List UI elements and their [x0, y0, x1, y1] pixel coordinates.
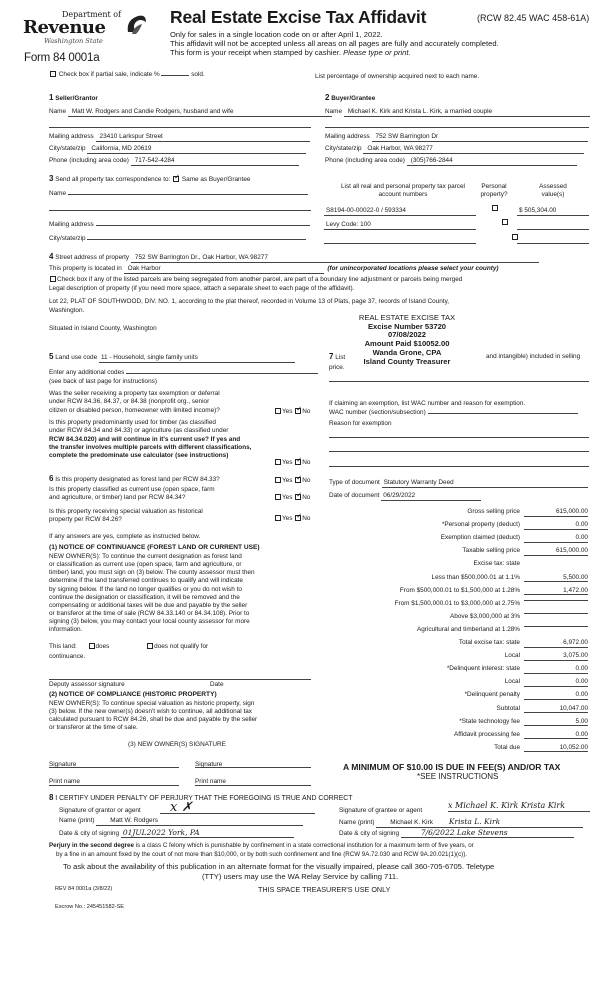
if-yes-note: If any answers are yes, complete as instructed below. — [49, 533, 201, 540]
land-use-field[interactable]: 11 - Household, single family units — [99, 354, 295, 363]
wa-logo-icon — [124, 12, 148, 36]
notice1-line: or transferor at the time of sale (RCW 84.33.140 or 84.34.108). Prior to — [49, 609, 250, 617]
grantor-name-row: Name (print) Matt W. Rodgers — [59, 817, 303, 826]
sig-label-2: Signature — [195, 761, 223, 768]
grantor-sig-label: Signature of grantor or agent — [59, 807, 141, 814]
assessed-value-2[interactable] — [517, 229, 589, 230]
assessed-value-3[interactable] — [517, 243, 589, 244]
q1-yes-no: Yes ✓ No — [274, 408, 310, 416]
assessed-value-header: Assessed value(s) — [539, 183, 567, 198]
seller-city-row: City/state/zip California, MD 20619 — [49, 145, 306, 154]
see-back: (see back of last page for instructions) — [49, 378, 157, 385]
reason-line-2[interactable] — [329, 451, 589, 452]
forest-q1-yes[interactable] — [275, 477, 281, 483]
tax-row-label: Total excise tax: state — [458, 639, 520, 646]
notice1-line: determine if the land transferred continues to qualify and will indicate — [49, 577, 243, 585]
correspondence-row: 3 Send all property tax correspondence to: ✓ Same as Buyer/Grantee — [49, 174, 250, 184]
grantor-date-row: Date & city of signing 01JUL2022 York, PA — [59, 828, 294, 838]
notice1-body — [49, 553, 255, 634]
partial-sale-row: Check box if partial sale, indicate % sold. — [49, 71, 205, 79]
levy-code[interactable]: Levy Code: 100 — [324, 221, 476, 230]
buyer-city-field[interactable]: Oak Harbor, WA 98277 — [363, 145, 584, 154]
timber-question: Is this property predominantly used for timber (as classified under RCW 84.34 and 84.33) or agriculture (as classified under RCW 84.34.020) and will continue in it's current use? If yes and the transfer involves multiple parcels with different classifications, complete the predominate use calculator (see instructions) — [49, 419, 252, 460]
q1-yes-checkbox[interactable] — [275, 408, 281, 414]
segregation-row: Check box if any of the listed parcels are being segregated from another parcel, are part of a boundary line adjustment or parcels being merged — [49, 276, 462, 284]
tax-row-label: Total due — [494, 743, 520, 751]
print-label-1: Print name — [49, 778, 80, 785]
personal-prop-checkbox-3[interactable] — [512, 234, 518, 240]
tax-row-value[interactable]: 10,052.00 — [524, 744, 588, 753]
page-title: Real Estate Excise Tax Affidavit — [170, 7, 427, 27]
notice1-line: by signing below. If the land no longer qualifies or you do not wish to — [49, 585, 242, 593]
access-line-2: (TTY) users may use the WA Relay Service by calling 711. — [202, 872, 399, 881]
notice1-line: or classification as current use (open space, farm and agriculture, or — [49, 561, 242, 569]
partial-sale-percent-input[interactable] — [161, 75, 189, 76]
corr-name-row: Name — [49, 190, 308, 198]
buyer-phone-field[interactable]: (305)766-2844 — [407, 157, 577, 166]
wac-number-field[interactable] — [428, 413, 578, 414]
tax-row-label: Local — [504, 678, 520, 686]
buyer-mail-row: Mailing address 752 SW Barrington Dr — [325, 133, 588, 142]
notice2-line: (3) below. If the new owner(s) doesn't wish to continue, all additional tax — [49, 708, 252, 716]
forest-q2: Is this property classified as current use (open space, farm and agriculture, or timber) land per RCW 84.34? — [49, 486, 215, 502]
tax-row-label: From $1,500,000.01 to $3,000,000 at 2.75% — [394, 599, 520, 607]
personal-prop-row-c: price. — [329, 364, 345, 371]
q2-yes-checkbox[interactable] — [275, 459, 281, 465]
grantor-date-field[interactable]: 01JUL2022 York, PA — [121, 828, 294, 838]
reason-line-1[interactable] — [329, 437, 589, 438]
doc-date-field[interactable]: 06/29/2022 — [381, 492, 481, 501]
q2-no-checkbox[interactable] — [295, 459, 301, 465]
tax-row-value[interactable]: 3,075.00 — [524, 652, 588, 661]
forest-q2-yes-no: Yes ✓ No — [274, 494, 310, 502]
buyer-mail-field[interactable]: 752 SW Barrington Dr — [372, 133, 588, 142]
notice2-body — [49, 700, 257, 733]
buyer-name-row: Name Michael K. Kirk and Krista L. Kirk, a married couple — [325, 108, 590, 117]
located-row: This property is located in Oak Harbor (for unincorporated locations please select your county) — [49, 265, 499, 272]
seller-mail-field[interactable]: 23410 Larkspur Street — [96, 133, 310, 142]
tax-row-label: Gross selling price — [467, 508, 520, 515]
tax-row-label: *State technology fee — [459, 717, 520, 725]
add-codes-field[interactable] — [126, 373, 318, 374]
q2-yes-no: Yes ✓ No — [274, 459, 310, 467]
buyer-phone-row: Phone (including area code) (305)766-2844 — [325, 157, 577, 166]
street-address-field[interactable]: 752 SW Barrington Dr., Oak Harbor, WA 98277 — [131, 254, 539, 263]
tax-row-value[interactable] — [524, 626, 588, 627]
reason-line-3[interactable] — [329, 466, 589, 467]
perjury-line-2: by a fine in an amount fixed by the court of not more than $10,000, or by both such confinement and fine (RCW 9A.72.030 and RCW 9A.20.021(1)(c)). — [56, 851, 468, 858]
assessed-value-1[interactable]: $ 505,304.00 — [517, 207, 589, 216]
tax-row-label: Local — [504, 652, 520, 660]
tax-row-value[interactable] — [524, 600, 588, 601]
new-owner-sig-title: (3) NEW OWNER(S) SIGNATURE — [128, 741, 226, 748]
personal-prop-checkbox-1[interactable] — [492, 205, 498, 211]
treasurer-stamp: REAL ESTATE EXCISE TAX Excise Number 53720 07/08/2022 Amount Paid $10052.00 Wanda Grone, CPA Island County Treasurer — [358, 313, 456, 366]
tax-row-value[interactable]: 6,972.00 — [524, 639, 588, 648]
grantee-date-field[interactable]: 7/6/2022 Lake Stevens — [401, 828, 574, 838]
tax-row-label: *Delinquent penalty — [464, 691, 520, 699]
dept-line: Department of — [62, 10, 122, 19]
notice1-line: information. — [49, 626, 83, 634]
tax-row-value[interactable] — [524, 613, 588, 614]
agency-name: Revenue — [23, 17, 106, 38]
header-line-2: This affidavit will not be accepted unless all areas on all pages are fully and accurately completed. — [170, 39, 499, 48]
state-name: Washington State — [44, 37, 103, 45]
tax-row-value[interactable]: 615,000.00 — [524, 508, 588, 517]
add-codes-row: Enter any additional codes — [49, 369, 318, 377]
forest-q2-no[interactable] — [295, 494, 301, 500]
corr-mail-field[interactable] — [96, 225, 310, 226]
grantee-date-row: Date & city of signing 7/6/2022 Lake Stevens — [339, 828, 574, 838]
tax-row-value[interactable]: 0.00 — [524, 731, 588, 740]
doc-date-row: Date of document 06/29/2022 — [329, 492, 481, 501]
continuance: continuance. — [49, 653, 86, 660]
land-use-row: 5 Land use code 11 - Household, single family units — [49, 352, 295, 363]
print-label-2: Print name — [195, 778, 226, 785]
forest-q3: Is this property receiving special valuation as historical property per RCW 84.26? — [49, 508, 203, 524]
grantee-name-field[interactable]: Michael K. Kirk Krista L. Kirk — [376, 817, 583, 828]
same-as-buyer-checkbox[interactable] — [173, 176, 179, 182]
seller-phone-field[interactable]: 717-542-4284 — [131, 157, 299, 166]
tax-row-label: Above $3,000,000 at 3% — [450, 612, 520, 620]
notice1-line: NEW OWNER(S): To continue the current designation as forest land — [49, 553, 242, 560]
deputy-date-label: Date — [210, 681, 224, 688]
tax-row-value[interactable]: 0.00 — [524, 521, 588, 530]
tax-row-label: Excise tax: state — [473, 560, 520, 568]
certify-heading: 8 I CERTIFY UNDER PENALTY OF PERJURY THAT THE FOREGOING IS TRUE AND CORRECT — [49, 793, 353, 802]
tax-row-value[interactable]: 0.00 — [524, 691, 588, 700]
legal-label: Legal description of property (if you need more space, attach a separate sheet to each page of the affidavit). — [49, 285, 355, 292]
q1-no-checkbox[interactable] — [295, 408, 301, 414]
personal-prop-row: 7 List — [329, 352, 346, 361]
tax-row-label: Exemption claimed (deduct) — [440, 534, 520, 542]
notice1-line: signing (3) below, you may contact your local county assessor for more — [49, 618, 250, 625]
notice1-line: continue the designation or classification, it will be removed and the — [49, 593, 240, 601]
treasurer-use-only: THIS SPACE TREASURER'S USE ONLY — [258, 885, 391, 894]
corr-city-field[interactable] — [87, 239, 306, 240]
exempt-reason: Reason for exemption — [329, 420, 392, 427]
seller-phone-row: Phone (including area code) 717-542-4284 — [49, 157, 299, 166]
minimum-fee-note: A MINIMUM OF $10.00 IS DUE IN FEE(S) AND/OR TAX — [343, 762, 561, 772]
this-land-row: This land: does does not qualify for — [49, 643, 209, 650]
tax-row-value[interactable]: 0.00 — [524, 665, 588, 674]
personal-property-header: Personal property? — [480, 183, 508, 198]
tax-row-value[interactable]: 5.00 — [524, 718, 588, 727]
notice2-line: or transferor at the time of sale. — [49, 724, 138, 732]
forest-q2-yes[interactable] — [275, 494, 281, 500]
buyer-heading: 2 Buyer/Grantee — [325, 93, 376, 102]
notice1-line: compensating or additional taxes will be due and payable by the seller — [49, 601, 248, 609]
header-line-3: This form is your receipt when stamped by cashier. Please type or print. — [170, 48, 411, 57]
grantee-signature[interactable]: x Michael K. Kirk Krista Kirk — [448, 801, 590, 812]
forest-q3-yes-no: Yes ✓ No — [274, 515, 310, 523]
notice2-line: calculated pursuant to RCW 84.26, shall be due and payable by the seller — [49, 716, 258, 724]
ownership-note: List percentage of ownership acquired next to each name. — [315, 73, 480, 80]
forest-q3-no[interactable] — [295, 515, 301, 521]
notice2-line: NEW OWNER(S): To continue special valuation as historic property, sign — [49, 700, 255, 707]
header-line-1: Only for sales in a single location code on or after April 1, 2022. — [170, 30, 383, 39]
exemption-question: Was the seller receiving a property tax exemption or deferral under RCW 84.36, 84.37, or 84.38 (nonprofit org., senior citizen or disabled person, homeowner with limited income)? — [49, 390, 220, 414]
notice1-title: (1) NOTICE OF CONTINUANCE (FOREST LAND OR CURRENT USE) — [49, 544, 260, 551]
doc-type-field[interactable]: Statutory Warranty Deed — [382, 479, 588, 488]
forest-q1: 6 Is this property designated as forest land per RCW 84.33? — [49, 474, 220, 483]
sig-label-1: Signature — [49, 761, 77, 768]
perjury-line-1: Perjury in the second degree is a class C felony which is punishable by confinement in a state correctional institution for a maximum term of five years, or — [49, 842, 474, 849]
doc-type-row: Type of document Statutory Warranty Deed — [329, 479, 588, 488]
deputy-sig-label: Deputy assessor signature — [49, 681, 125, 688]
personal-prop-row-b: and intangible) included in selling — [486, 353, 581, 360]
segregation-checkbox[interactable] — [50, 276, 56, 282]
corr-name-field[interactable] — [68, 194, 308, 195]
does-checkbox[interactable] — [89, 643, 95, 649]
forest-q3-yes[interactable] — [275, 515, 281, 521]
exempt-wac-row: WAC number (section/subsection) — [329, 409, 578, 417]
tax-row-value[interactable]: 0.00 — [524, 534, 588, 543]
tax-row-value[interactable]: 1,472.00 — [524, 587, 588, 596]
legal-line-3: Situated in Island County, Washington — [49, 325, 157, 332]
tax-row-label: Subtotal — [496, 704, 520, 712]
notice1-line: timber) land, you must sign on (3) below. The county assessor must then — [49, 569, 255, 577]
tax-row-value[interactable]: 5,500.00 — [524, 574, 588, 583]
tax-row-value[interactable]: 0.00 — [524, 678, 588, 687]
tax-row-label: Agricultural and timberland at 1.28% — [416, 625, 520, 633]
seller-name-row: Name Matt W. Rodgers and Candie Rodgers, husband and wife — [49, 108, 332, 117]
tax-row-label: From $500,000.01 to $1,500,000 at 1.28% — [399, 586, 520, 594]
corr-mail-row: Mailing address — [49, 221, 310, 229]
form-number: Form 84 0001a — [24, 52, 100, 64]
personal-prop-checkbox-2[interactable] — [502, 219, 508, 225]
access-line-1: To ask about the availability of this publication in an alternate format for the visually impaired, please call 360-705-6705. Teletype — [63, 862, 495, 871]
exempt-line-a: If claiming an exemption, list WAC number and reason for exemption. — [329, 400, 526, 407]
seller-mail-row: Mailing address 23410 Larkspur Street — [49, 133, 310, 142]
seller-name-field[interactable]: Matt W. Rodgers and Candie Rodgers, husband and wife — [68, 108, 332, 117]
tax-row-value[interactable]: 615,000.00 — [524, 547, 588, 556]
parcel-row-3[interactable] — [324, 243, 476, 244]
grantor-name-field[interactable]: Matt W. Rodgers — [96, 817, 303, 826]
corr-line — [49, 210, 311, 211]
seller-name-line2 — [49, 127, 311, 128]
notice2-title: (2) NOTICE OF COMPLIANCE (HISTORIC PROPERTY) — [49, 691, 217, 698]
forest-q1-yes-no: Yes ✓ No — [274, 477, 310, 485]
buyer-name-line2 — [325, 127, 589, 128]
grantee-sig-label: Signature of grantee or agent — [339, 807, 423, 814]
deputy-sig-line[interactable] — [49, 679, 311, 680]
located-field[interactable]: Oak Harbor — [124, 265, 324, 274]
grantee-name-row: Name (print) Michael K. Kirk Krista L. Kirk — [339, 817, 583, 828]
grantor-signature: x ✗ — [170, 800, 193, 815]
tax-row-label: Less than $500,000.01 at 1.1% — [431, 573, 520, 581]
legal-line-1: Lot 22, PLAT OF SOUTHWOOD, DIV. NO. 1, according to the plat thereof, recorded in Volume 13 of Plats, page 37, records of Island County, — [49, 298, 450, 305]
personal-prop-line[interactable] — [329, 381, 589, 382]
seller-heading: 1 Seller/Grantor — [49, 93, 98, 102]
tax-row-label: *Delinquent interest: state — [446, 665, 520, 673]
buyer-name-field[interactable]: Michael K. Kirk and Krista L. Kirk, a married couple — [344, 108, 590, 117]
does-not-checkbox[interactable] — [147, 643, 153, 649]
agency-logo — [24, 8, 154, 70]
buyer-city-row: City/state/zip Oak Harbor, WA 98277 — [325, 145, 584, 154]
see-instructions: *SEE INSTRUCTIONS — [417, 772, 499, 781]
partial-sale-checkbox[interactable] — [50, 71, 56, 77]
street-row: 4 Street address of property 752 SW Barrington Dr., Oak Harbor, WA 98277 — [49, 252, 539, 263]
parcel-number[interactable]: S8194-00-00022-0 / 593334 — [324, 207, 476, 216]
seller-city-field[interactable]: California, MD 20619 — [87, 145, 306, 154]
statute-ref: (RCW 82.45 WAC 458-61A) — [477, 13, 590, 23]
rev-number: REV 84 0001a (3/8/22) — [55, 886, 113, 892]
tax-row-label: Taxable selling price — [462, 547, 520, 555]
tax-row-label: Affidavit processing fee — [454, 730, 520, 738]
corr-city-row: City/state/zip — [49, 235, 306, 243]
tax-row-label: *Personal property (deduct) — [441, 521, 520, 529]
tax-row-value[interactable]: 10,047.00 — [524, 705, 588, 714]
legal-line-2: Washington. — [49, 307, 85, 314]
parcel-header: List all real and personal property tax parcel account numbers — [341, 183, 465, 198]
escrow-number: Escrow No.: 245451582-SE — [55, 904, 125, 910]
forest-q1-no[interactable] — [295, 477, 301, 483]
